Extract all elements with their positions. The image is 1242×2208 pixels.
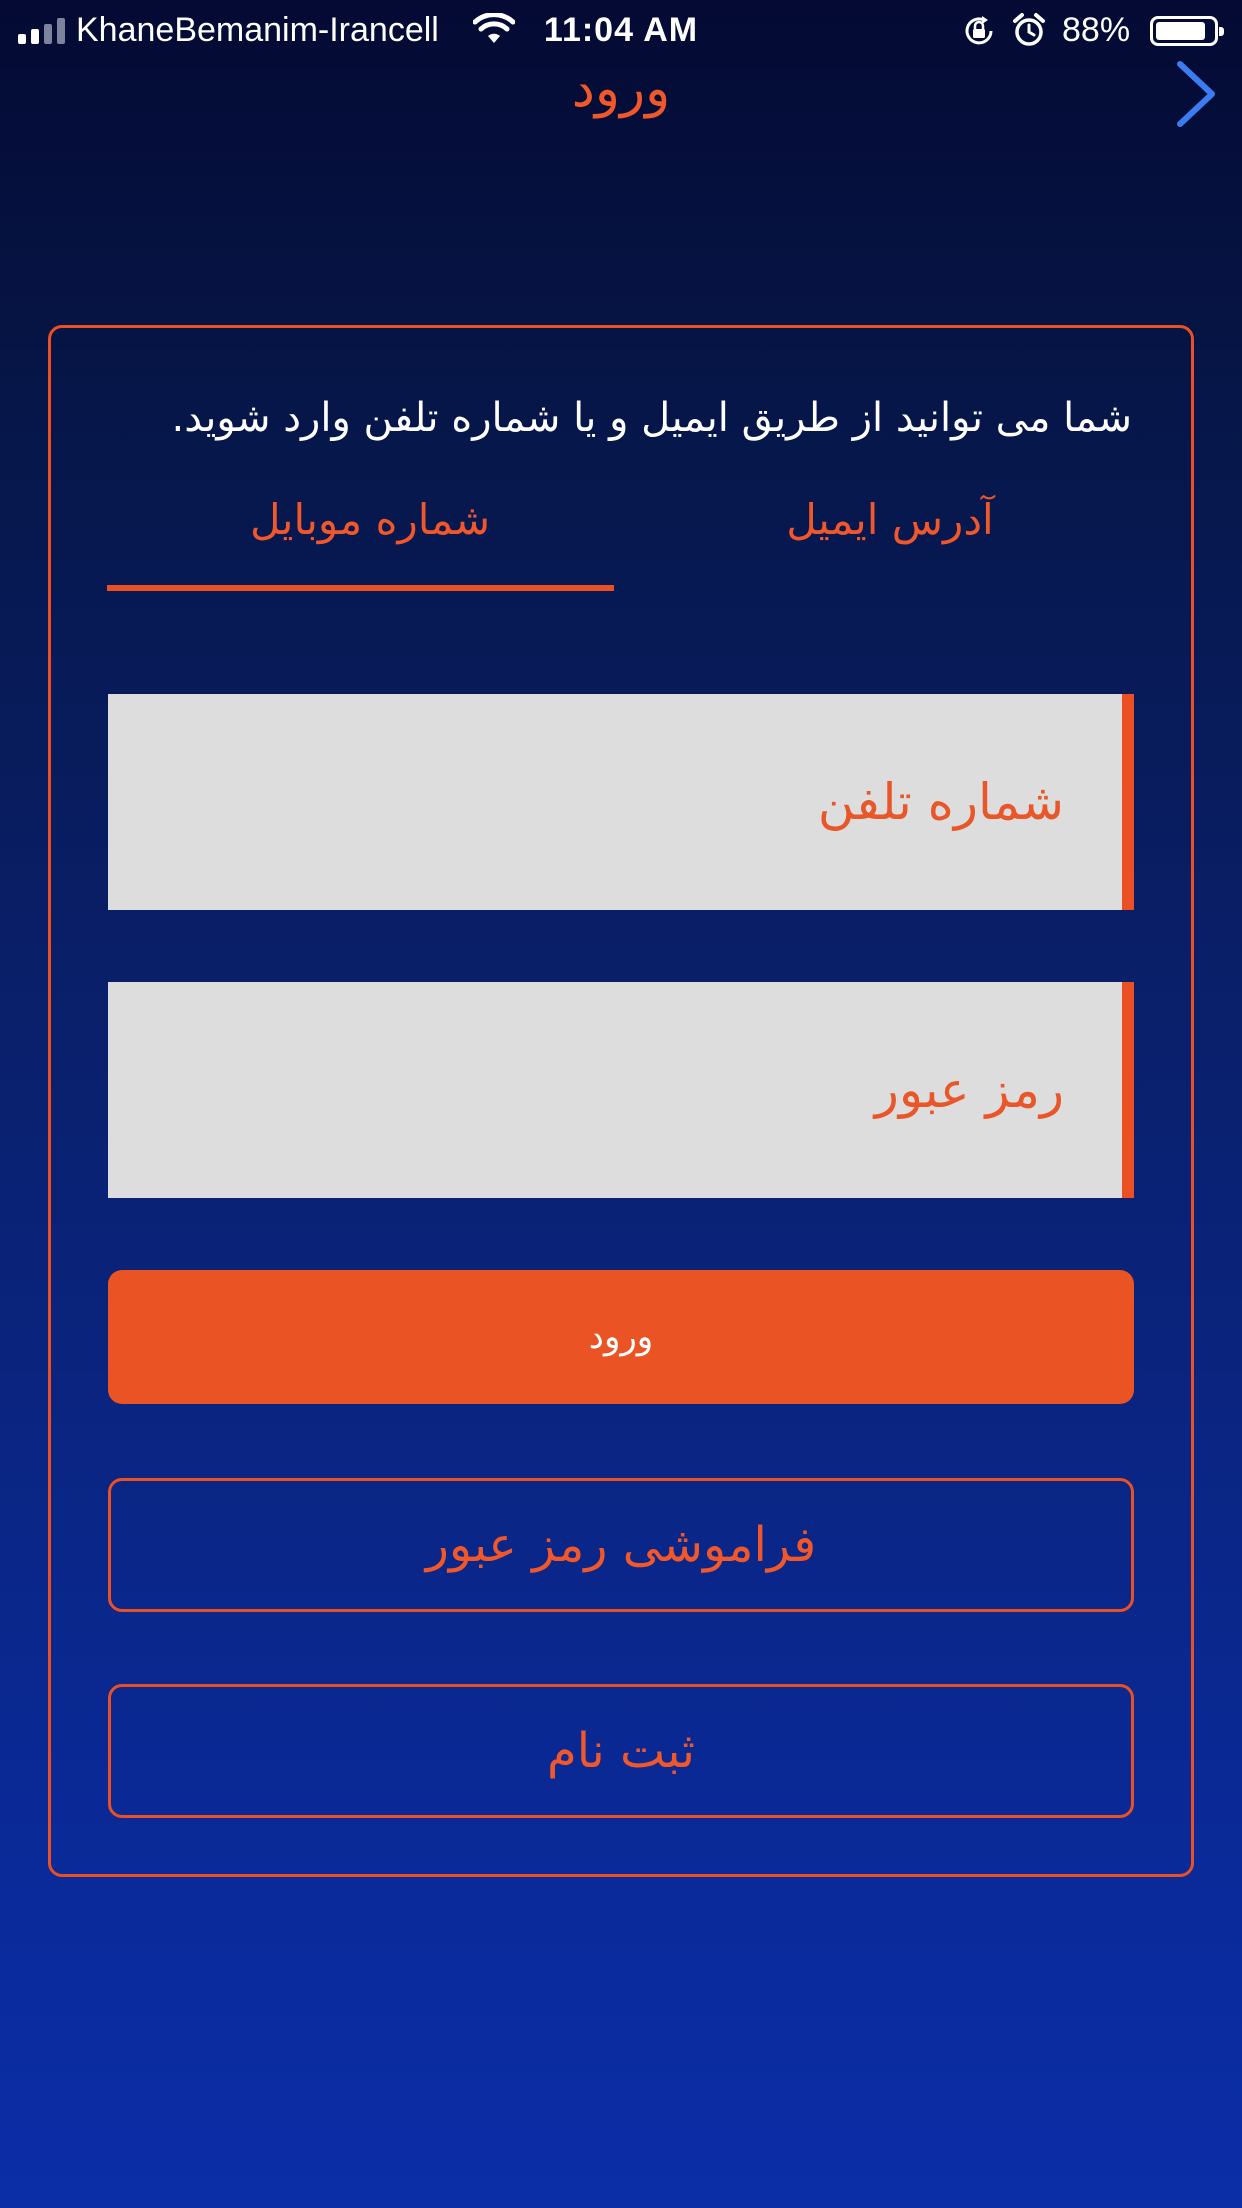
tab-email-address[interactable]: آدرس ایمیل <box>786 495 994 544</box>
forgot-password-button[interactable]: فراموشی رمز عبور <box>108 1478 1134 1612</box>
active-tab-indicator <box>107 585 614 591</box>
register-button[interactable]: ثبت نام <box>108 1684 1134 1818</box>
password-input[interactable] <box>108 982 1134 1198</box>
alarm-icon <box>1012 12 1046 48</box>
battery-icon <box>1150 16 1218 46</box>
battery-tip <box>1219 27 1224 36</box>
login-button[interactable]: ورود <box>108 1270 1134 1404</box>
status-time: 11:04 AM <box>543 11 699 49</box>
login-intro-text: شما می توانید از طریق ایمیل و یا شماره تلفن وارد شوید. <box>171 395 1132 441</box>
battery-fill <box>1156 22 1205 40</box>
chevron-right-icon[interactable] <box>1170 58 1222 130</box>
tab-mobile-number[interactable]: شماره موبایل <box>249 495 491 544</box>
page-title: ورود <box>571 59 671 119</box>
rotation-lock-icon <box>962 14 996 48</box>
carrier-name: KhaneBemanim-Irancell <box>76 11 439 49</box>
phone-number-input[interactable] <box>108 694 1134 910</box>
battery-percent: 88% <box>1062 11 1131 49</box>
